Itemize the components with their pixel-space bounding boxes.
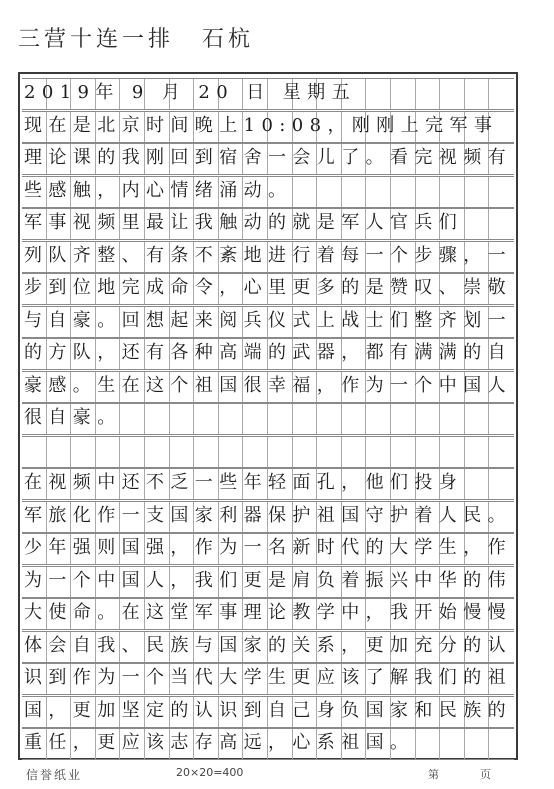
handwritten-line: 军事视频里最让我触动的就是军人官兵们 [24,212,464,233]
author-name: 石杭 [202,27,255,52]
handwritten-line: 步到位地完成命令，心里更多的是赞叹、崇敬 [24,277,512,298]
handwritten-line: 理论课的我刚回到宿舍一会儿了。看完视频有 [24,147,512,168]
page-prefix: 第 [428,768,439,781]
grid-spec: 20×20=400 [176,766,244,779]
handwritten-line: 国，更加坚定的认识到自己身负国家和民族的 [24,699,512,721]
unit-label: 三营十连一排 [18,27,175,52]
handwritten-line: 的方队，还有各种高端的武器，都有满满的自 [24,342,512,363]
handwritten-line: 现在是北京时间晚上10:08，刚刚上完军事 [24,114,499,136]
handwritten-line: 在视频中还不乏一些年轻面孔，他们投身 [24,472,464,493]
handwritten-line: 军旅化作一支国家利器保护祖国守护着人民。 [24,504,512,526]
handwritten-line: 少年强则国强，作为一名新时代的大学生，作 [24,537,512,558]
handwritten-line [24,436,512,466]
handwritten-line: 识到作为一个当代大学生更应该了解我们的祖 [24,667,512,688]
handwritten-line: 列队齐整、有条不紊地进行着每一个步骤，一 [24,244,512,266]
handwritten-line: 重任，更应该志存高远，心系祖国。 [24,732,415,753]
handwritten-line: 为一个中国人，我们更是肩负着振兴中华的伟 [24,569,512,591]
handwritten-line: 豪感。生在这个祖国很幸福，作为一个中国人 [24,374,512,396]
page-footer [18,762,538,784]
handwritten-line: 2019年 9 月 20 日 星期五 [24,82,356,103]
handwritten-line: 体会自我、民族与国家的关系，更加充分的认 [24,634,512,656]
manuscript-grid-sheet [18,72,518,760]
handwritten-line: 与自豪。回想起来阅兵仪式上战士们整齐划一 [24,309,512,331]
handwritten-line: 大使命。在这堂军事理论教学中，我开始慢慢 [24,602,512,623]
handwritten-line: 些感触，内心情绪涌动。 [24,179,293,201]
paper-brand: 信誉纸业 [26,768,83,782]
page-header [18,22,538,58]
handwritten-line: 很自豪。 [24,407,122,428]
page-suffix: 页 [480,768,491,781]
